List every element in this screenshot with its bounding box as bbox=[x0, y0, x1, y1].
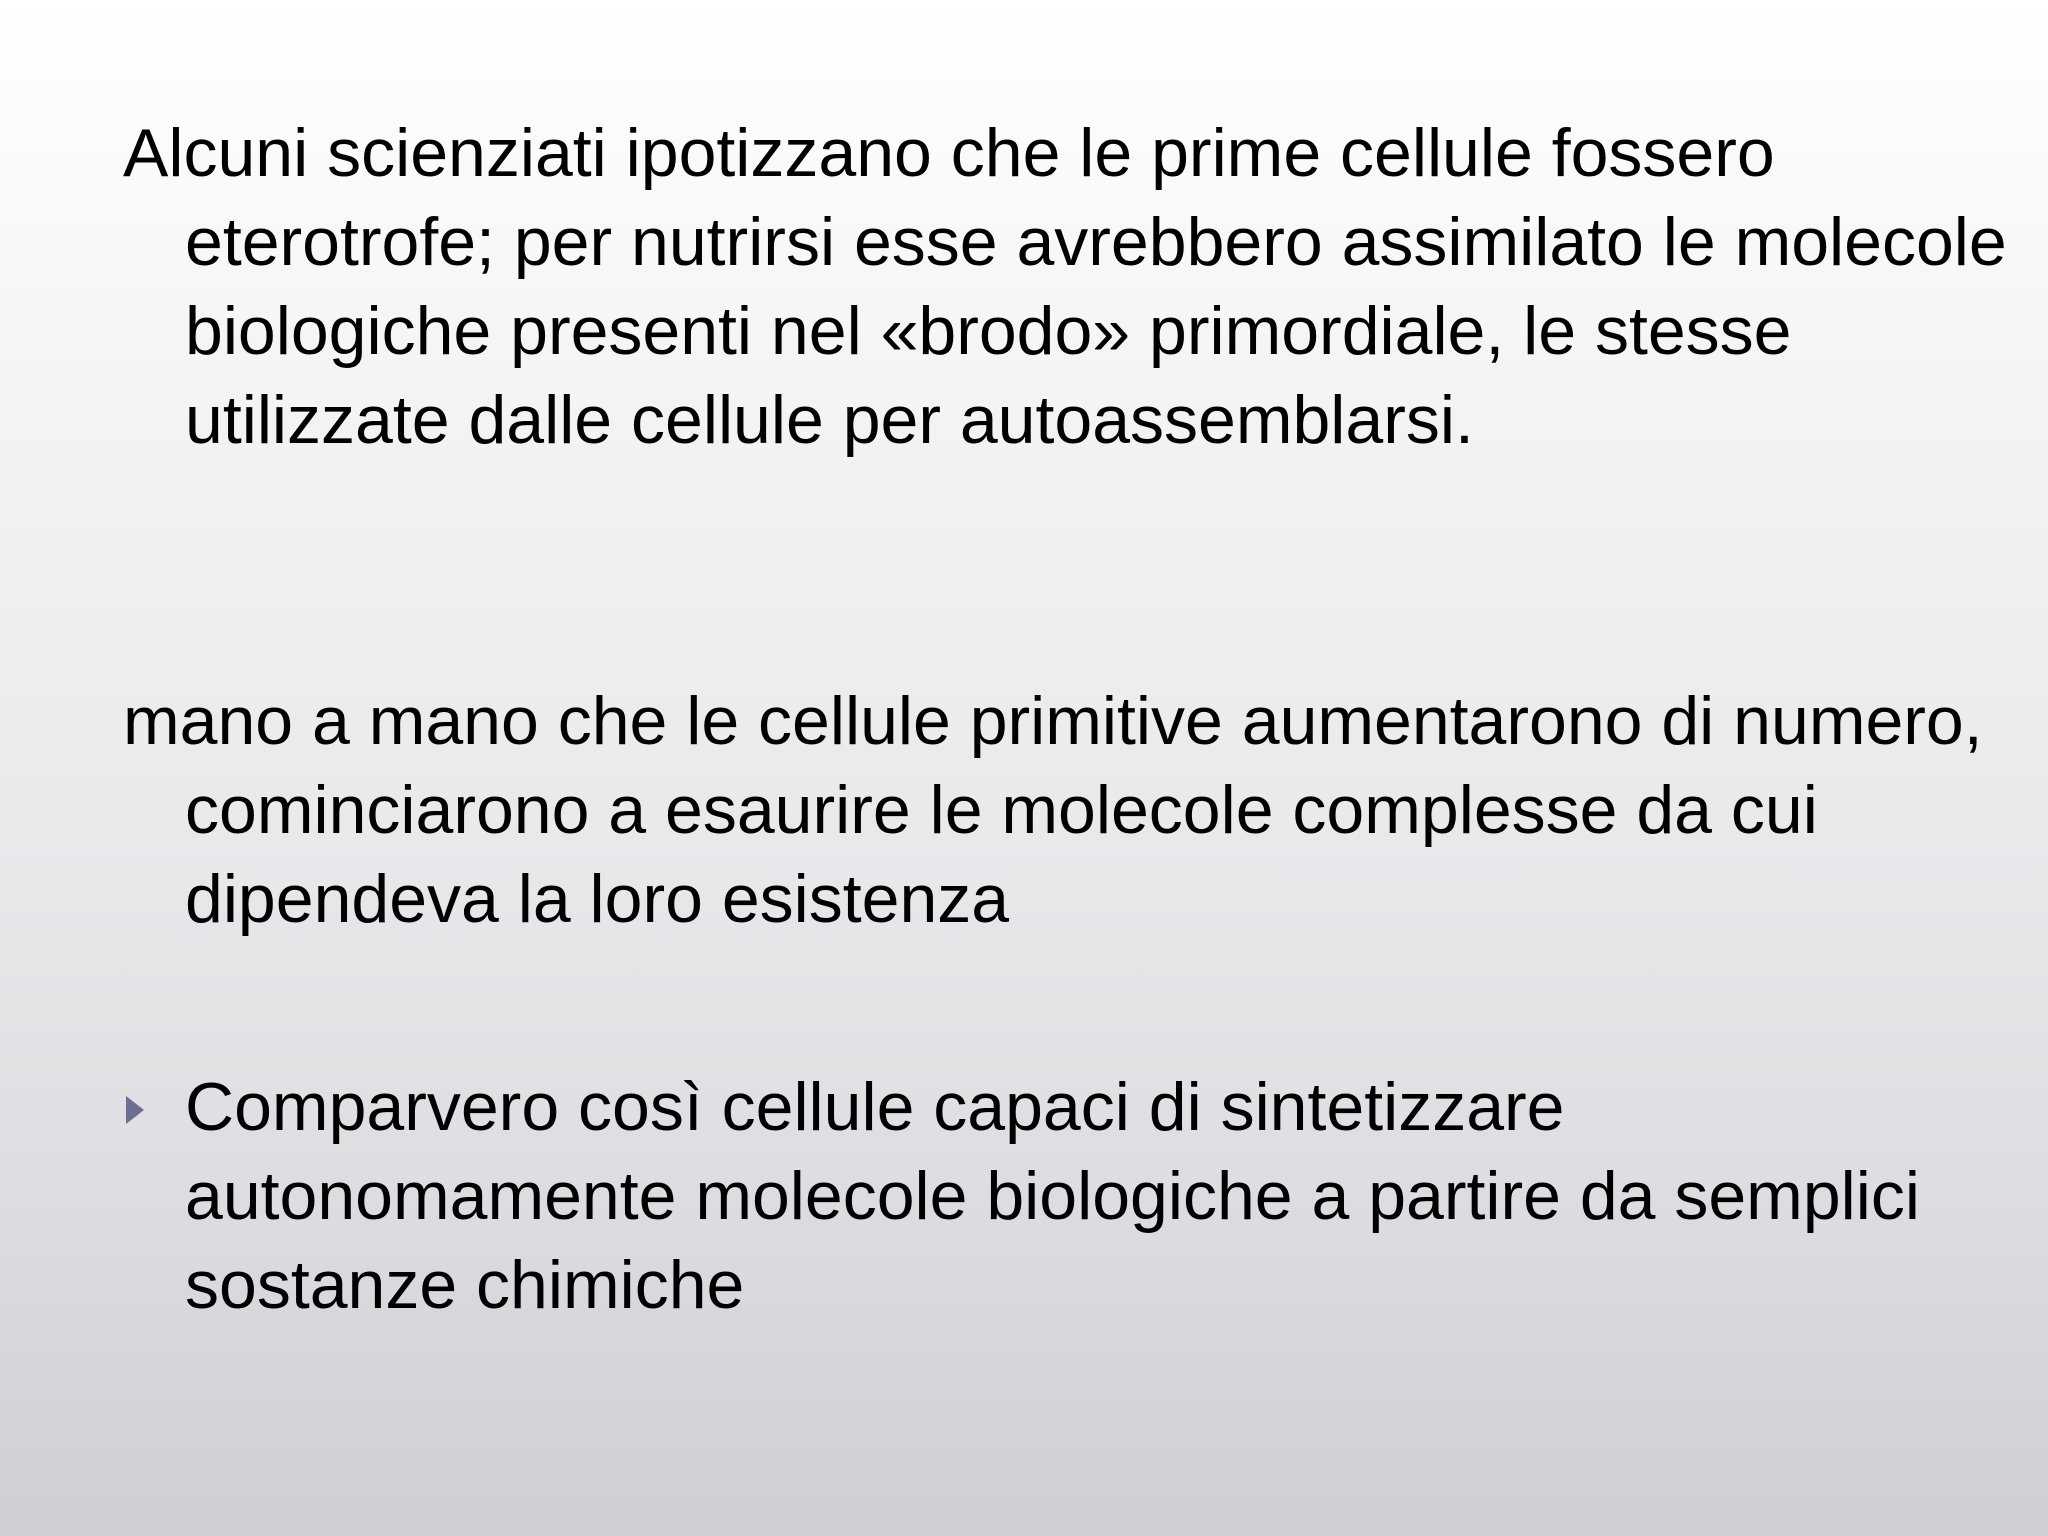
paragraph-heterotrophs: Alcuni scienziati ipotizzano che le prime cellule fossero eterotrofe; per nutrirsi esse avrebbero assimilato le molecole biologiche presenti nel «brodo» primordiale, le stesse utilizzate dalle cellule per autoassemblarsi. bbox=[123, 115, 2007, 458]
paragraph-primitive-cells: mano a mano che le cellule primitive aumentarono di numero, cominciarono a esaurire le molecole complesse da cui dipendeva la loro esistenza bbox=[123, 683, 1983, 937]
bullet-autotrophs: Comparvero così cellule capaci di sintetizzare autonomamente molecole biologiche a partire da semplici sostanze chimiche bbox=[185, 1069, 1920, 1323]
